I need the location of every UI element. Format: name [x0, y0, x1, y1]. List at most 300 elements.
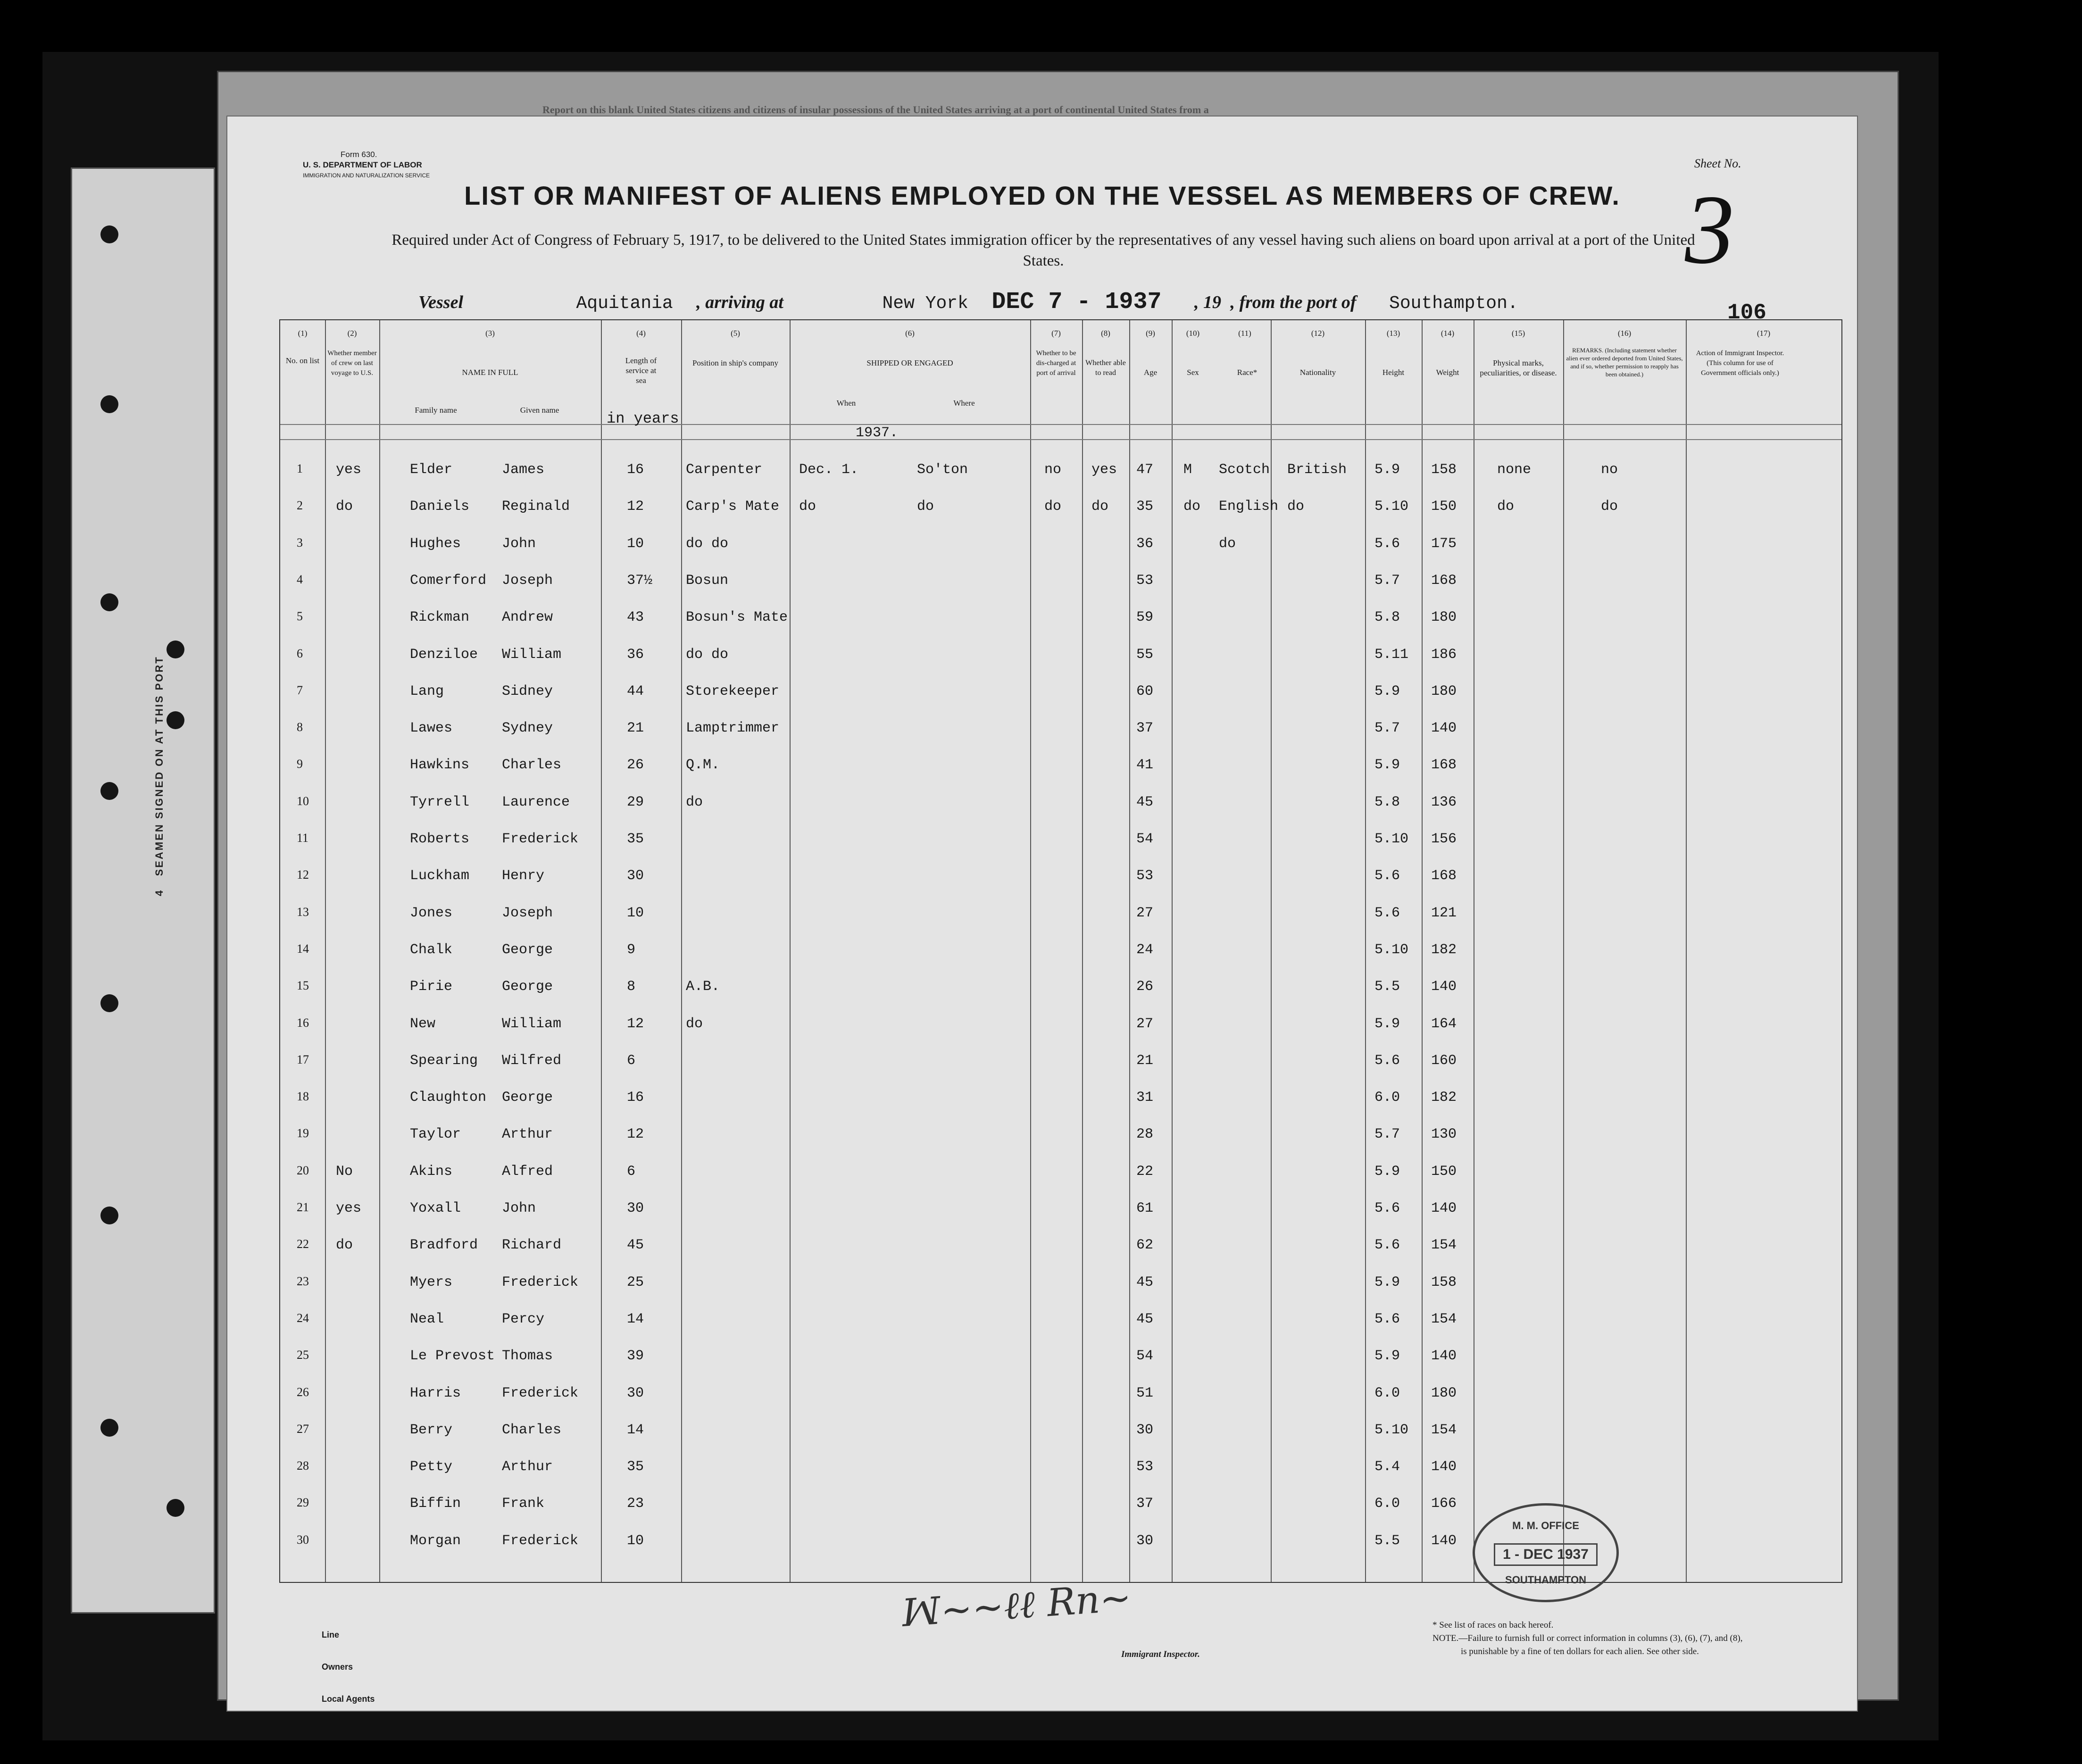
- sex-cell: M: [1183, 462, 1192, 478]
- service-length-cell: 6: [627, 1052, 636, 1069]
- stamp-date: 1 - DEC 1937: [1494, 1543, 1598, 1566]
- inspector-signature: ꟽ~~ℓℓ Rn~: [900, 1575, 1133, 1635]
- punch-hole: [100, 225, 118, 243]
- col-3-num: (3): [485, 329, 495, 338]
- family-name-cell: Harris: [410, 1385, 461, 1401]
- height-cell: 5.10: [1374, 499, 1409, 515]
- punch-hole: [100, 593, 118, 611]
- inspector-label: Immigrant Inspector.: [1121, 1649, 1200, 1659]
- given-name-cell: Charles: [502, 757, 562, 774]
- footer-labels: [322, 1619, 375, 1715]
- service-length-cell: 23: [627, 1496, 644, 1512]
- position-cell: Carpenter: [686, 462, 763, 478]
- col-17-num: (17): [1757, 329, 1771, 338]
- service-length-cell: 30: [627, 1200, 644, 1216]
- col-10-num: (10): [1186, 329, 1200, 338]
- family-name-cell: Jones: [410, 905, 453, 921]
- service-length-cell: 30: [627, 1385, 644, 1401]
- col-9-header: Age: [1143, 368, 1158, 377]
- weight-cell: 150: [1431, 1163, 1457, 1180]
- able-to-read-cell: yes: [1091, 462, 1117, 478]
- arriving-label: , arriving at: [696, 292, 783, 312]
- col-6-header: SHIPPED OR ENGAGED: [866, 358, 953, 367]
- position-cell: Bosun: [686, 572, 729, 589]
- family-name-cell: Comerford: [410, 572, 487, 589]
- stamp-location: SOUTHAMPTON: [1505, 1574, 1586, 1586]
- col-11-header: Race*: [1237, 368, 1258, 377]
- position-cell: A.B.: [686, 979, 720, 995]
- race-cell: do: [1219, 535, 1236, 552]
- year-prefix: , 19: [1194, 292, 1221, 312]
- given-name-cell: Charles: [502, 1422, 562, 1438]
- family-name-cell: Neal: [410, 1311, 444, 1327]
- age-cell: 21: [1136, 1052, 1154, 1069]
- family-name-cell: Hughes: [410, 535, 461, 552]
- vessel-label: Vessel: [418, 292, 463, 312]
- family-name-cell: Roberts: [410, 831, 470, 847]
- punch-hole: [100, 782, 118, 800]
- discharged-cell: do: [1044, 499, 1062, 515]
- row-number-cell: 19: [297, 1126, 309, 1140]
- row-number-cell: 5: [297, 609, 303, 624]
- sheet-no-label: Sheet No.: [1694, 157, 1741, 170]
- shipped-when-cell: do: [799, 499, 816, 515]
- position-cell: do do: [686, 646, 729, 663]
- weight-cell: 136: [1431, 794, 1457, 810]
- service-length-cell: 6: [627, 1163, 636, 1180]
- given-name-cell: Frederick: [502, 1274, 579, 1290]
- margin-seamen-note: [153, 656, 166, 896]
- family-name-cell: Morgan: [410, 1532, 461, 1549]
- row-number-cell: 16: [297, 1015, 309, 1030]
- given-name-cell: William: [502, 646, 562, 663]
- service-length-cell: 43: [627, 609, 644, 626]
- weight-cell: 156: [1431, 831, 1457, 847]
- page-number: 106: [1727, 300, 1766, 325]
- physical-marks-cell: none: [1497, 462, 1532, 478]
- shipped-where-cell: do: [917, 499, 934, 515]
- years-unit: in years: [607, 410, 679, 427]
- age-cell: 60: [1136, 683, 1154, 699]
- page-title: LIST OR MANIFEST OF ALIENS EMPLOYED ON THE VESSEL AS MEMBERS OF CREW.: [464, 181, 1620, 210]
- age-cell: 24: [1136, 941, 1154, 958]
- service-length-cell: 10: [627, 905, 644, 921]
- height-cell: 5.9: [1374, 1015, 1400, 1032]
- col-8-num: (8): [1101, 329, 1110, 338]
- height-cell: 5.6: [1374, 1052, 1400, 1069]
- family-name-cell: Berry: [410, 1422, 453, 1438]
- vessel-line: [418, 289, 1518, 316]
- service-length-cell: 39: [627, 1348, 644, 1365]
- weight-cell: 140: [1431, 979, 1457, 995]
- age-cell: 54: [1136, 831, 1154, 847]
- family-name-cell: Le Prevost: [410, 1348, 495, 1365]
- row-number-cell: 15: [297, 979, 309, 993]
- weight-cell: 182: [1431, 941, 1457, 958]
- weight-cell: 175: [1431, 535, 1457, 552]
- height-cell: 5.8: [1374, 794, 1400, 810]
- family-name-cell: Rickman: [410, 609, 470, 626]
- age-cell: 35: [1136, 499, 1154, 515]
- vessel-name: Aquitania: [576, 293, 673, 314]
- height-cell: 5.6: [1374, 1200, 1400, 1216]
- family-name-cell: Lawes: [410, 720, 453, 737]
- col-14-num: (14): [1441, 329, 1455, 338]
- age-cell: 45: [1136, 1311, 1154, 1327]
- margin-label: SEAMEN SIGNED ON AT THIS PORT: [153, 656, 165, 876]
- col-8-header: Whether able to read: [1085, 359, 1126, 377]
- given-name-cell: Sydney: [502, 720, 553, 737]
- col-7-header: Whether to be dis-charged at port of arrival: [1036, 349, 1076, 377]
- age-cell: 59: [1136, 609, 1154, 626]
- height-cell: 5.9: [1374, 1274, 1400, 1290]
- service-length-cell: 9: [627, 941, 636, 958]
- family-name-cell: New: [410, 1015, 436, 1032]
- height-cell: 5.9: [1374, 1163, 1400, 1180]
- weight-cell: 140: [1431, 1532, 1457, 1549]
- weight-cell: 154: [1431, 1237, 1457, 1254]
- row-number-cell: 3: [297, 535, 303, 549]
- top-instruction-text: Report on this blank United States citizens and citizens of insular possessions of the United States arriving at a port of continental United States from a: [542, 104, 1209, 116]
- row-number-cell: 29: [297, 1496, 309, 1510]
- position-cell: do: [686, 794, 703, 810]
- family-name-cell: Bradford: [410, 1237, 478, 1254]
- given-name-cell: Frederick: [502, 831, 579, 847]
- where-header: Where: [953, 399, 975, 408]
- row-number-cell: 1: [297, 462, 303, 475]
- family-name-cell: Luckham: [410, 868, 470, 884]
- col-15-num: (15): [1511, 329, 1525, 338]
- service-length-cell: 26: [627, 757, 644, 774]
- prev-voyage-cell: do: [336, 499, 353, 515]
- punch-hole: [167, 1499, 184, 1517]
- from-port-label: , from the port of: [1230, 292, 1357, 312]
- age-cell: 61: [1136, 1200, 1154, 1216]
- col-2-num: (2): [347, 329, 357, 338]
- family-name-cell: Pirie: [410, 979, 453, 995]
- weight-cell: 140: [1431, 1348, 1457, 1365]
- service-length-cell: 45: [627, 1237, 644, 1254]
- position-cell: Lamptrimmer: [686, 720, 780, 737]
- office-stamp: [1473, 1503, 1619, 1602]
- given-name-cell: George: [502, 979, 553, 995]
- family-name-cell: Denziloe: [410, 646, 478, 663]
- col-12-header: Nationality: [1299, 368, 1336, 377]
- height-cell: 5.11: [1374, 646, 1409, 663]
- form-number: Form 630.: [341, 150, 377, 159]
- remarks-cell: do: [1601, 499, 1618, 515]
- given-name-cell: Joseph: [502, 905, 553, 921]
- height-cell: 5.6: [1374, 905, 1400, 921]
- given-name-cell: Andrew: [502, 609, 553, 626]
- weight-cell: 180: [1431, 609, 1457, 626]
- row-number-cell: 2: [297, 499, 303, 513]
- height-cell: 5.6: [1374, 535, 1400, 552]
- height-cell: 6.0: [1374, 1385, 1400, 1401]
- col-4-num: (4): [636, 329, 646, 338]
- height-cell: 6.0: [1374, 1496, 1400, 1512]
- row-number-cell: 7: [297, 683, 303, 697]
- age-cell: 62: [1136, 1237, 1154, 1254]
- footnote-fine: is punishable by a fine of ten dollars for each alien. See other side.: [1461, 1647, 1699, 1656]
- family-name-cell: Myers: [410, 1274, 453, 1290]
- owners-label: Owners: [322, 1662, 353, 1672]
- service-length-cell: 35: [627, 1459, 644, 1475]
- height-cell: 5.9: [1374, 757, 1400, 774]
- age-cell: 45: [1136, 1274, 1154, 1290]
- given-name-cell: John: [502, 535, 536, 552]
- family-name-cell: Claughton: [410, 1090, 487, 1106]
- prev-voyage-cell: yes: [336, 462, 362, 478]
- col-9-num: (9): [1146, 329, 1155, 338]
- service-length-cell: 12: [627, 1126, 644, 1143]
- weight-cell: 130: [1431, 1126, 1457, 1143]
- height-cell: 5.8: [1374, 609, 1400, 626]
- crew-manifest-table: [279, 319, 1842, 1583]
- given-name-cell: James: [502, 462, 545, 478]
- height-cell: 5.10: [1374, 1422, 1409, 1438]
- row-number-cell: 21: [297, 1200, 309, 1214]
- footnote: [1432, 1619, 1742, 1658]
- height-cell: 5.9: [1374, 1348, 1400, 1365]
- given-name-cell: John: [502, 1200, 536, 1216]
- weight-cell: 154: [1431, 1311, 1457, 1327]
- col-3-header: NAME IN FULL: [462, 368, 518, 377]
- age-cell: 27: [1136, 905, 1154, 921]
- col-16-header: REMARKS. (Including statement whether alien ever ordered deported from United States, and if so, whether permission to reapply has been obtained.): [1566, 347, 1683, 378]
- sheet-number: 3: [1685, 175, 1734, 284]
- family-name-header: Family name: [415, 406, 457, 415]
- weight-cell: 180: [1431, 1385, 1457, 1401]
- prev-voyage-cell: No: [336, 1163, 353, 1180]
- service-length-cell: 14: [627, 1422, 644, 1438]
- col-13-header: Height: [1382, 368, 1405, 377]
- remarks-cell: no: [1601, 462, 1618, 478]
- service-length-cell: 12: [627, 1015, 644, 1032]
- col-1-num: (1): [298, 329, 308, 338]
- family-name-cell: Tyrrell: [410, 794, 470, 810]
- service-length-cell: 16: [627, 1090, 644, 1106]
- service-length-cell: 21: [627, 720, 644, 737]
- col-2-header: Whether member of crew on last voyage to U.S.: [327, 349, 377, 377]
- shipped-when-cell: Dec. 1.: [799, 462, 859, 478]
- given-name-cell: Henry: [502, 868, 545, 884]
- col-15-header: Physical marks, peculiarities, or disease.: [1480, 358, 1557, 377]
- age-cell: 31: [1136, 1090, 1154, 1106]
- age-cell: 22: [1136, 1163, 1154, 1180]
- discharged-cell: no: [1044, 462, 1062, 478]
- height-cell: 5.6: [1374, 1311, 1400, 1327]
- service-length-cell: 35: [627, 831, 644, 847]
- row-number-cell: 9: [297, 757, 303, 771]
- height-cell: 5.7: [1374, 720, 1400, 737]
- family-name-cell: Lang: [410, 683, 444, 699]
- row-number-cell: 4: [297, 572, 303, 586]
- family-name-cell: Taylor: [410, 1126, 461, 1143]
- punch-hole: [100, 1207, 118, 1224]
- service-length-cell: 44: [627, 683, 644, 699]
- given-name-cell: Frederick: [502, 1532, 579, 1549]
- able-to-read-cell: do: [1091, 499, 1109, 515]
- row-number-cell: 17: [297, 1052, 309, 1066]
- height-cell: 5.7: [1374, 1126, 1400, 1143]
- prev-voyage-cell: do: [336, 1237, 353, 1254]
- given-name-cell: George: [502, 941, 553, 958]
- service-name: IMMIGRATION AND NATURALIZATION SERVICE: [303, 172, 430, 179]
- given-name-cell: Joseph: [502, 572, 553, 589]
- weight-cell: 180: [1431, 683, 1457, 699]
- col-13-num: (13): [1386, 329, 1400, 338]
- department-name: U. S. DEPARTMENT OF LABOR: [303, 160, 422, 169]
- given-name-cell: Thomas: [502, 1348, 553, 1365]
- service-length-cell: 16: [627, 462, 644, 478]
- weight-cell: 140: [1431, 1200, 1457, 1216]
- given-name-cell: Frederick: [502, 1385, 579, 1401]
- col-6-num: (6): [905, 329, 915, 338]
- shipped-where-cell: So'ton: [917, 462, 968, 478]
- row-number-cell: 13: [297, 905, 309, 919]
- age-cell: 28: [1136, 1126, 1154, 1143]
- service-length-cell: 36: [627, 646, 644, 663]
- age-cell: 27: [1136, 1015, 1154, 1032]
- nationality-cell: do: [1287, 499, 1305, 515]
- punch-hole: [167, 641, 184, 658]
- age-cell: 54: [1136, 1348, 1154, 1365]
- row-number-cell: 11: [297, 831, 309, 845]
- col-11-num: (11): [1238, 329, 1251, 338]
- form-identifier: [303, 150, 430, 181]
- given-name-cell: Reginald: [502, 499, 570, 515]
- age-cell: 30: [1136, 1422, 1154, 1438]
- nationality-cell: British: [1287, 462, 1347, 478]
- service-length-cell: 30: [627, 868, 644, 884]
- height-cell: 5.10: [1374, 831, 1409, 847]
- age-cell: 51: [1136, 1385, 1154, 1401]
- punch-hole: [100, 395, 118, 413]
- given-name-cell: William: [502, 1015, 562, 1032]
- binding-strip: [71, 167, 215, 1614]
- position-cell: do: [686, 1015, 703, 1032]
- height-cell: 6.0: [1374, 1090, 1400, 1106]
- given-name-cell: Arthur: [502, 1459, 553, 1475]
- service-length-cell: 14: [627, 1311, 644, 1327]
- age-cell: 53: [1136, 572, 1154, 589]
- row-number-cell: 26: [297, 1385, 309, 1399]
- col-4-header: Length of service at sea: [625, 356, 657, 385]
- given-name-cell: Arthur: [502, 1126, 553, 1143]
- service-length-cell: 10: [627, 535, 644, 552]
- family-name-cell: Yoxall: [410, 1200, 461, 1216]
- family-name-cell: Petty: [410, 1459, 453, 1475]
- given-name-cell: Frank: [502, 1496, 545, 1512]
- family-name-cell: Daniels: [410, 499, 470, 515]
- age-cell: 37: [1136, 720, 1154, 737]
- row-number-cell: 8: [297, 720, 303, 734]
- footnote-races: * See list of races on back hereof.: [1432, 1620, 1554, 1630]
- row-number-cell: 27: [297, 1422, 309, 1436]
- family-name-cell: Chalk: [410, 941, 453, 958]
- row-number-cell: 14: [297, 941, 309, 956]
- service-length-cell: 12: [627, 499, 644, 515]
- age-cell: 53: [1136, 868, 1154, 884]
- position-cell: Storekeeper: [686, 683, 780, 699]
- position-cell: Bosun's Mate: [686, 609, 788, 626]
- service-length-cell: 25: [627, 1274, 644, 1290]
- height-cell: 5.4: [1374, 1459, 1400, 1475]
- height-cell: 5.9: [1374, 462, 1400, 478]
- age-cell: 26: [1136, 979, 1154, 995]
- age-cell: 41: [1136, 757, 1154, 774]
- weight-cell: 140: [1431, 720, 1457, 737]
- family-name-cell: Biffin: [410, 1496, 461, 1512]
- race-cell: English: [1219, 499, 1279, 515]
- weight-cell: 158: [1431, 1274, 1457, 1290]
- height-cell: 5.6: [1374, 868, 1400, 884]
- height-cell: 5.5: [1374, 979, 1400, 995]
- physical-marks-cell: do: [1497, 499, 1515, 515]
- page-subtitle: Required under Act of Congress of February 5, 1917, to be delivered to the United States immigration officer by the representatives of any vessel having such aliens on board upon arrival at a port of the United States.: [391, 232, 1695, 269]
- departure-port: Southampton.: [1389, 293, 1518, 314]
- col-14-header: Weight: [1436, 368, 1459, 377]
- row-number-cell: 25: [297, 1348, 309, 1362]
- family-name-cell: Spearing: [410, 1052, 478, 1069]
- given-name-cell: Laurence: [502, 794, 570, 810]
- sex-cell: do: [1183, 499, 1201, 515]
- punch-hole: [100, 1419, 118, 1437]
- family-name-cell: Hawkins: [410, 757, 470, 774]
- arrival-port: New York: [882, 293, 968, 314]
- weight-cell: 160: [1431, 1052, 1457, 1069]
- row-number-cell: 6: [297, 646, 303, 660]
- family-name-cell: Akins: [410, 1163, 453, 1180]
- family-name-cell: Elder: [410, 462, 453, 478]
- service-length-cell: 37½: [627, 572, 653, 589]
- punch-hole: [167, 711, 184, 729]
- local-agents-label: Local Agents: [322, 1694, 375, 1704]
- given-name-cell: Alfred: [502, 1163, 553, 1180]
- service-length-cell: 10: [627, 1532, 644, 1549]
- row-number-cell: 20: [297, 1163, 309, 1177]
- height-cell: 5.5: [1374, 1532, 1400, 1549]
- punch-hole: [100, 994, 118, 1012]
- weight-cell: 182: [1431, 1090, 1457, 1106]
- row-number-cell: 28: [297, 1459, 309, 1473]
- margin-count: 4: [153, 889, 165, 896]
- weight-cell: 168: [1431, 572, 1457, 589]
- weight-cell: 166: [1431, 1496, 1457, 1512]
- row-number-cell: 30: [297, 1532, 309, 1547]
- given-name-cell: George: [502, 1090, 553, 1106]
- prev-voyage-cell: yes: [336, 1200, 362, 1216]
- service-length-cell: 29: [627, 794, 644, 810]
- row-number-cell: 12: [297, 868, 309, 882]
- age-cell: 30: [1136, 1532, 1154, 1549]
- row-number-cell: 23: [297, 1274, 309, 1288]
- weight-cell: 168: [1431, 757, 1457, 774]
- row-number-cell: 10: [297, 794, 309, 808]
- col-16-num: (16): [1617, 329, 1632, 338]
- weight-cell: 154: [1431, 1422, 1457, 1438]
- manifest-sheet: [226, 116, 1858, 1712]
- col-10-header: Sex: [1187, 368, 1199, 377]
- age-cell: 36: [1136, 535, 1154, 552]
- age-cell: 45: [1136, 794, 1154, 810]
- footnote-note: NOTE.—Failure to furnish full or correct information in columns (3), (6), (7), and (8),: [1432, 1633, 1743, 1643]
- arrival-date-stamp: DEC 7 - 1937: [991, 289, 1162, 316]
- height-cell: 5.7: [1374, 572, 1400, 589]
- col-5-header: Position in ship's company: [692, 358, 779, 367]
- position-cell: do do: [686, 535, 729, 552]
